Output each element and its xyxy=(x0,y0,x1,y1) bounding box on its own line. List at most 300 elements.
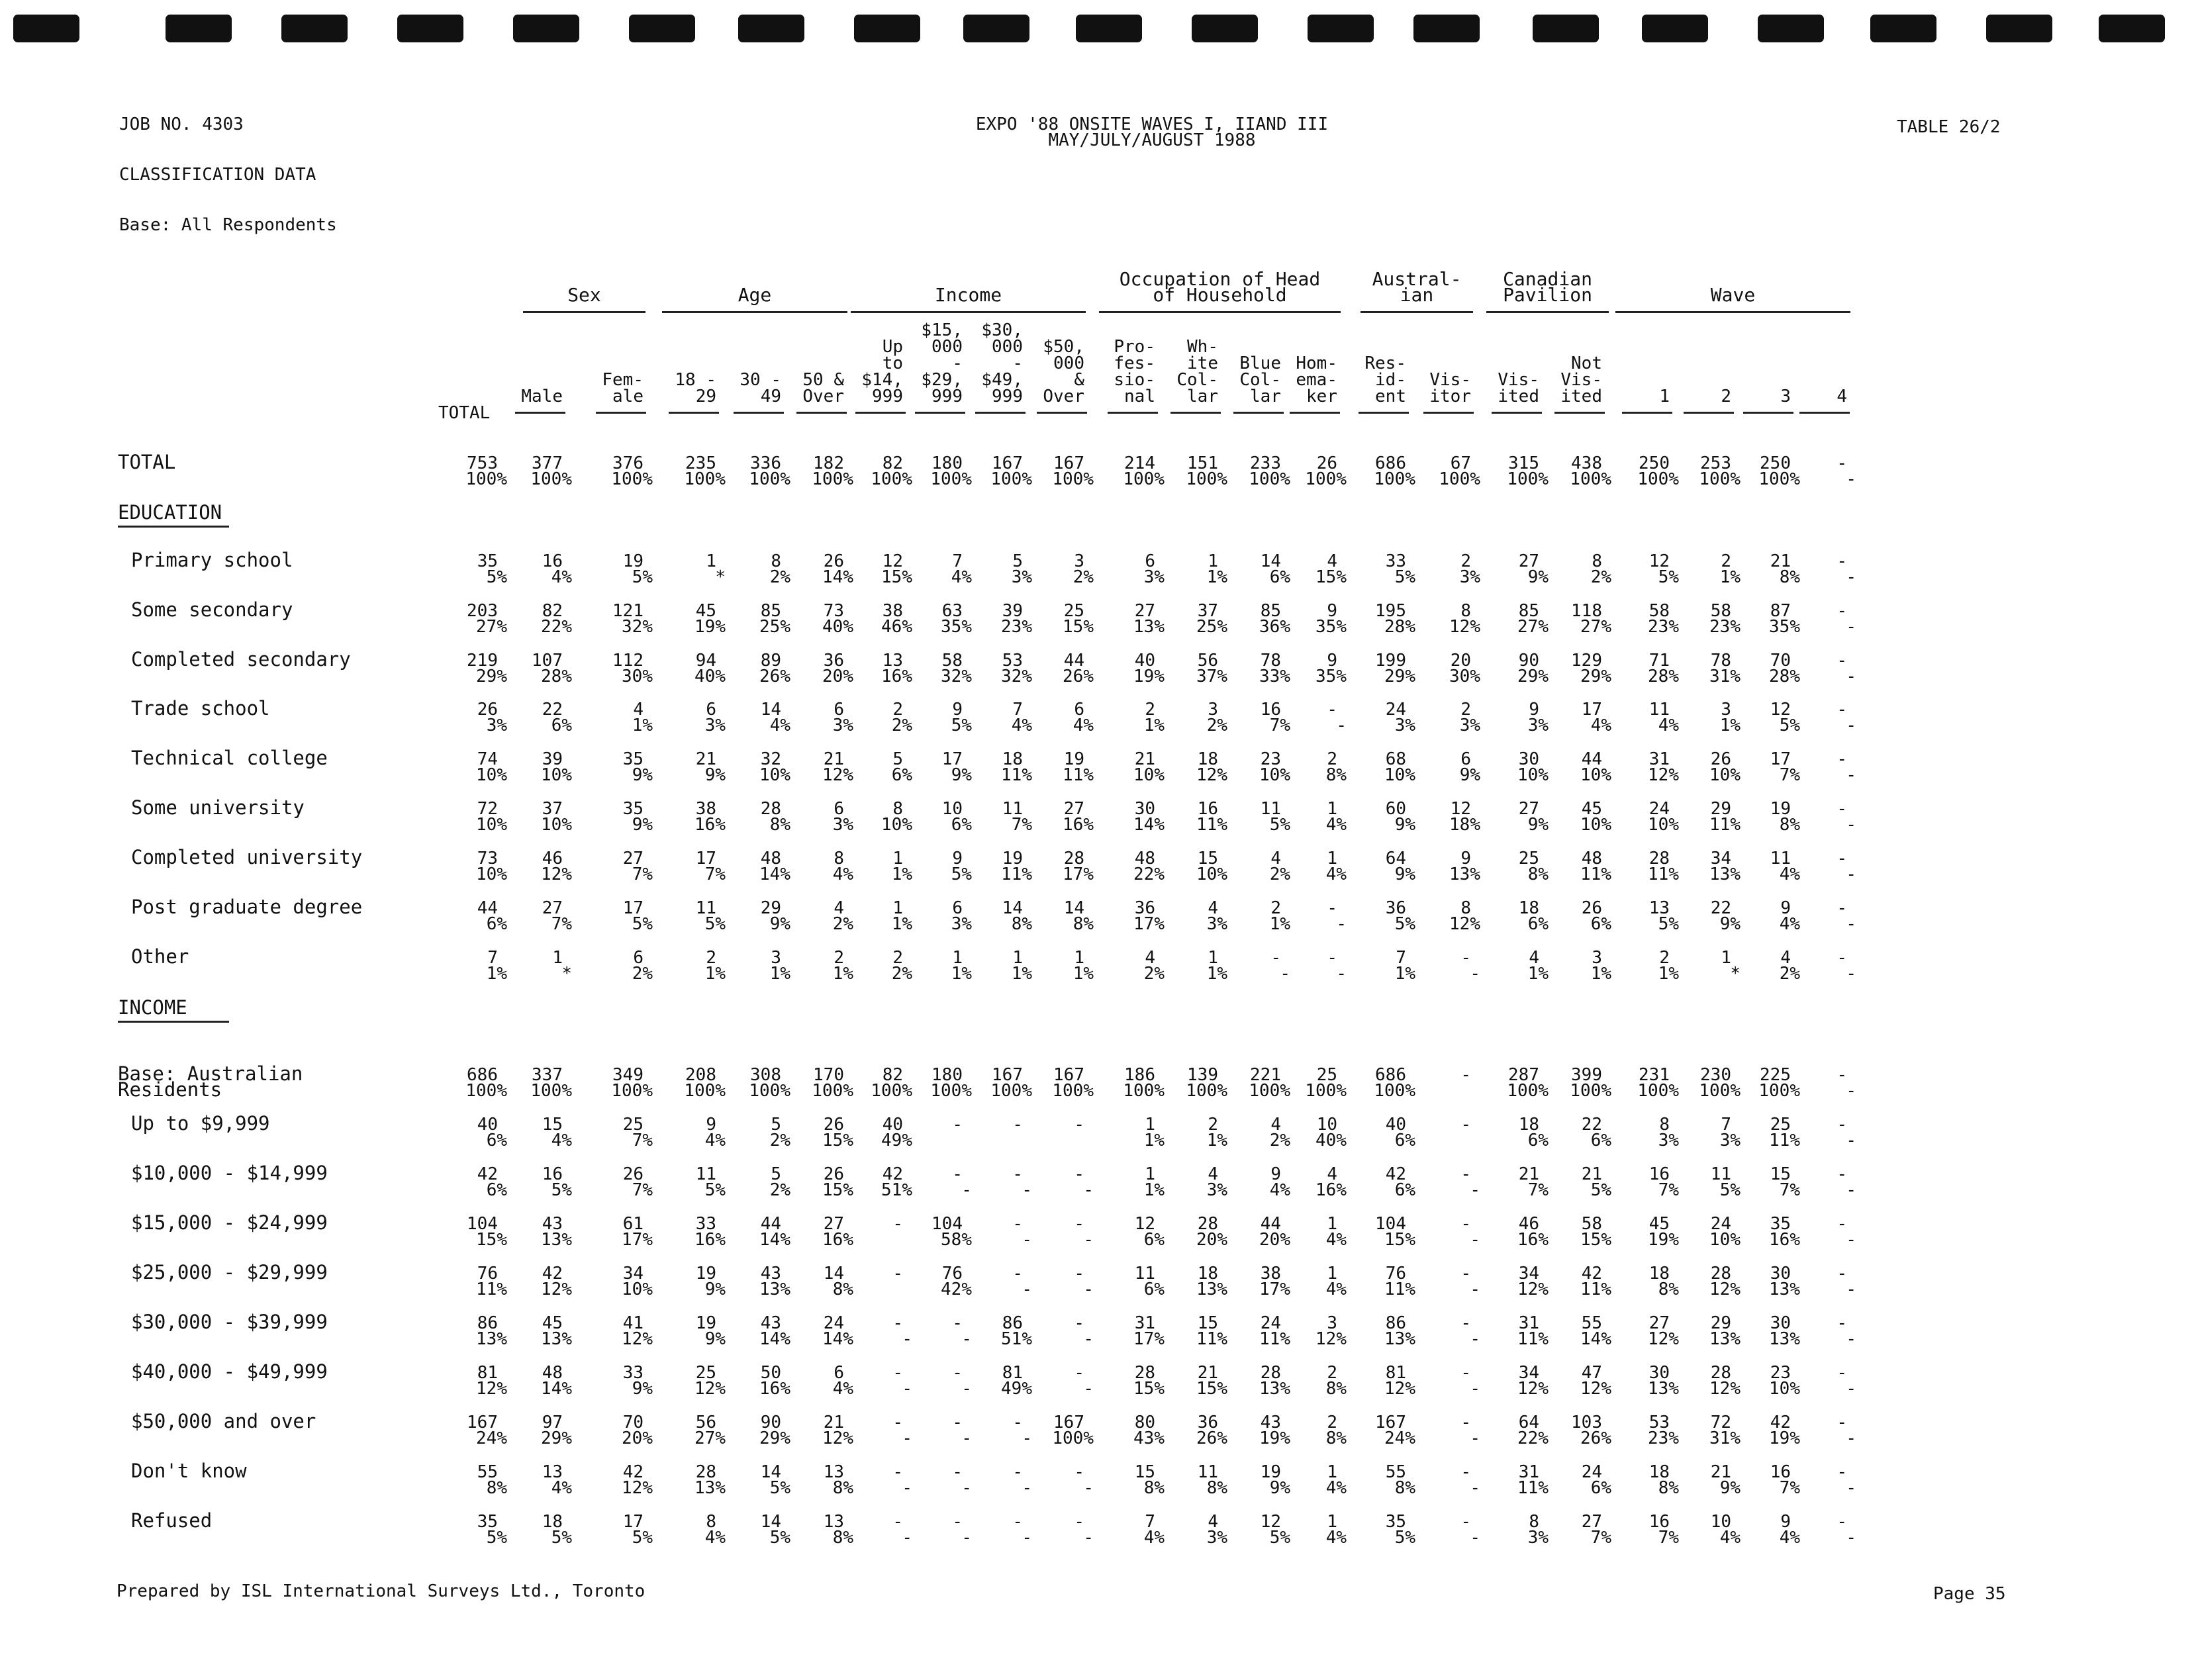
percent-cell: - xyxy=(961,1329,972,1349)
column-header-rule xyxy=(915,412,965,414)
count-cell: 82 xyxy=(542,601,563,621)
percent-cell: 3% xyxy=(832,815,853,835)
percent-cell: 49% xyxy=(1001,1379,1032,1399)
column-header-rule xyxy=(1037,412,1087,414)
percent-cell: 6% xyxy=(486,1180,507,1200)
percent-cell: 24% xyxy=(476,1428,507,1448)
percent-cell: 100% xyxy=(1758,469,1800,489)
count-cell: - xyxy=(892,1512,903,1532)
percent-cell: - xyxy=(1846,765,1856,785)
count-cell: 21 xyxy=(1581,1164,1602,1184)
percent-cell: 58% xyxy=(941,1230,972,1250)
count-cell: 9 xyxy=(1780,898,1791,918)
count-cell: 19 xyxy=(695,1313,716,1333)
count-cell: 56 xyxy=(1197,651,1218,671)
percent-cell: 1% xyxy=(1269,914,1290,934)
percent-cell: 5% xyxy=(769,1478,790,1498)
column-header: Vis- itor xyxy=(1429,370,1471,406)
count-cell: 230 xyxy=(1700,1065,1731,1085)
percent-cell: 100% xyxy=(684,1081,726,1101)
count-cell: 27 xyxy=(542,898,563,918)
percent-cell: 5% xyxy=(1269,815,1290,835)
percent-cell: 100% xyxy=(930,1081,972,1101)
count-cell: 21 xyxy=(1518,1164,1539,1184)
count-cell: 18 xyxy=(1197,749,1218,769)
percent-cell: 3% xyxy=(1527,716,1549,735)
count-cell: 203 xyxy=(467,601,498,621)
count-cell: 1 xyxy=(1145,1115,1155,1135)
percent-cell: 5% xyxy=(551,1528,572,1548)
percent-cell: 30% xyxy=(1449,667,1480,686)
count-cell: 16 xyxy=(542,551,563,571)
percent-cell: 25% xyxy=(1196,617,1227,637)
percent-cell: 8% xyxy=(1325,1379,1347,1399)
column-header: $15, 000 - $29, 999 xyxy=(921,320,963,406)
percent-cell: 2% xyxy=(769,1131,790,1150)
percent-cell: 1% xyxy=(1658,964,1679,984)
count-cell: 4 xyxy=(1145,948,1155,968)
percent-cell: 9% xyxy=(704,1280,726,1299)
percent-cell: - xyxy=(1846,1180,1856,1200)
count-cell: 31 xyxy=(1648,749,1670,769)
percent-cell: - xyxy=(902,1428,912,1448)
count-cell: 11 xyxy=(1710,1164,1731,1184)
section-heading: INCOME xyxy=(118,996,187,1019)
count-cell: 70 xyxy=(1770,651,1791,671)
count-cell: 5 xyxy=(1012,551,1023,571)
punch-hole xyxy=(1308,15,1374,42)
percent-cell: - xyxy=(1846,1329,1856,1349)
percent-cell: - xyxy=(961,1528,972,1548)
percent-cell: - xyxy=(1846,1428,1856,1448)
count-cell: - xyxy=(1837,1164,1847,1184)
count-cell: 85 xyxy=(1260,601,1281,621)
percent-cell: 12% xyxy=(1517,1280,1549,1299)
prepared-by: Prepared by ISL International Surveys Ltd., Toronto xyxy=(117,1581,645,1601)
count-cell: 1 xyxy=(1721,948,1731,968)
count-cell: 139 xyxy=(1187,1065,1218,1085)
count-cell: - xyxy=(952,1462,963,1482)
percent-cell: 4% xyxy=(704,1528,726,1548)
count-cell: 19 xyxy=(1002,849,1023,868)
punch-hole xyxy=(1192,15,1258,42)
percent-cell: 1% xyxy=(1143,716,1165,735)
percent-cell: 5% xyxy=(1658,567,1679,587)
percent-cell: 12% xyxy=(1709,1280,1741,1299)
percent-cell: - xyxy=(1083,1280,1094,1299)
count-cell: 167 xyxy=(1053,1413,1084,1432)
percent-cell: 6% xyxy=(951,815,972,835)
group-header-label: Sex xyxy=(567,284,601,306)
count-cell: 7 xyxy=(487,948,498,968)
count-cell: 21 xyxy=(1710,1462,1731,1482)
count-cell: 17 xyxy=(622,1512,644,1532)
count-cell: - xyxy=(952,1363,963,1383)
percent-cell: 11% xyxy=(1196,1329,1227,1349)
base-note: Base: All Respondents xyxy=(119,215,337,235)
count-cell: 4 xyxy=(1780,948,1791,968)
percent-cell: 8% xyxy=(1011,914,1032,934)
percent-cell: 2% xyxy=(1779,964,1800,984)
percent-cell: - xyxy=(1846,964,1856,984)
percent-cell: 11% xyxy=(1259,1329,1290,1349)
count-cell: 214 xyxy=(1124,453,1155,473)
punch-hole xyxy=(1986,15,2052,42)
percent-cell: 2% xyxy=(1590,567,1611,587)
row-label: Some university xyxy=(131,796,305,819)
percent-cell: 3% xyxy=(1527,1528,1549,1548)
percent-cell: 3% xyxy=(1143,567,1165,587)
count-cell: - xyxy=(1460,1164,1471,1184)
column-header: TOTAL xyxy=(438,403,491,423)
count-cell: - xyxy=(952,1413,963,1432)
percent-cell: 22% xyxy=(541,617,572,637)
punch-hole xyxy=(1533,15,1599,42)
percent-cell: 8% xyxy=(1325,765,1347,785)
count-cell: - xyxy=(1012,1512,1023,1532)
count-cell: 40 xyxy=(1134,651,1155,671)
percent-cell: 7% xyxy=(632,864,653,884)
percent-cell: 6% xyxy=(486,914,507,934)
count-cell: 23 xyxy=(1260,749,1281,769)
percent-cell: 10% xyxy=(1580,765,1611,785)
count-cell: 112 xyxy=(612,651,644,671)
percent-cell: - xyxy=(1083,1379,1094,1399)
percent-cell: 14% xyxy=(1580,1329,1611,1349)
count-cell: 19 xyxy=(695,1264,716,1283)
group-header-rule xyxy=(523,311,645,313)
percent-cell: 11% xyxy=(1709,815,1741,835)
count-cell: 23 xyxy=(1770,1363,1791,1383)
column-header-rule xyxy=(596,412,646,414)
percent-cell: 10% xyxy=(476,765,507,785)
count-cell: 8 xyxy=(1460,898,1471,918)
percent-cell: 16% xyxy=(694,1230,726,1250)
percent-cell: 27% xyxy=(1517,617,1549,637)
percent-cell: 10% xyxy=(1580,815,1611,835)
percent-cell: 29% xyxy=(1517,667,1549,686)
count-cell: 40 xyxy=(477,1115,498,1135)
count-cell: 107 xyxy=(532,651,563,671)
count-cell: - xyxy=(1012,1264,1023,1283)
count-cell: 12 xyxy=(1770,700,1791,720)
count-cell: 167 xyxy=(1375,1413,1406,1432)
count-cell: 1 xyxy=(1327,1214,1337,1234)
percent-cell: 1% xyxy=(1590,964,1611,984)
count-cell: 14 xyxy=(760,700,781,720)
percent-cell: - xyxy=(1336,914,1347,934)
count-cell: 11 xyxy=(1002,799,1023,819)
count-cell: 16 xyxy=(1648,1164,1670,1184)
column-header-rule xyxy=(1743,412,1793,414)
percent-cell: 9% xyxy=(951,765,972,785)
count-cell: 45 xyxy=(695,601,716,621)
count-cell: - xyxy=(1460,1065,1471,1085)
count-cell: 233 xyxy=(1250,453,1281,473)
percent-cell: 26% xyxy=(759,667,790,686)
percent-cell: 3% xyxy=(1394,716,1415,735)
count-cell: 8 xyxy=(1659,1115,1670,1135)
count-cell: 13 xyxy=(882,651,903,671)
survey-title: EXPO '88 ONSITE WAVES I, IIAND III xyxy=(975,115,1329,134)
percent-cell: 12% xyxy=(694,1379,726,1399)
count-cell: 36 xyxy=(823,651,844,671)
percent-cell: 14% xyxy=(1133,815,1165,835)
percent-cell: 7% xyxy=(1590,1528,1611,1548)
count-cell: 26 xyxy=(477,700,498,720)
count-cell: - xyxy=(1837,1462,1847,1482)
percent-cell: 49% xyxy=(881,1131,912,1150)
job-number: JOB NO. 4303 xyxy=(119,115,244,134)
count-cell: 16 xyxy=(1197,799,1218,819)
percent-cell: 10% xyxy=(1769,1379,1800,1399)
percent-cell: 15% xyxy=(1196,1379,1227,1399)
count-cell: 9 xyxy=(952,700,963,720)
count-cell: - xyxy=(1270,948,1281,968)
classification-title: CLASSIFICATION DATA xyxy=(119,165,316,185)
count-cell: - xyxy=(1460,1512,1471,1532)
count-cell: 63 xyxy=(941,601,963,621)
count-cell: 86 xyxy=(1385,1313,1406,1333)
count-cell: - xyxy=(1837,849,1847,868)
percent-cell: 15% xyxy=(1315,567,1347,587)
percent-cell: 9% xyxy=(704,765,726,785)
percent-cell: 7% xyxy=(1779,765,1800,785)
count-cell: 11 xyxy=(695,1164,716,1184)
percent-cell: 7% xyxy=(632,1131,653,1150)
count-cell: 29 xyxy=(760,898,781,918)
count-cell: 15 xyxy=(1197,849,1218,868)
percent-cell: 4% xyxy=(1719,1528,1741,1548)
percent-cell: 14% xyxy=(822,567,853,587)
percent-cell: 35% xyxy=(1769,617,1800,637)
row-label: Base: Australian Residents xyxy=(118,1062,303,1101)
percent-cell: 16% xyxy=(1769,1230,1800,1250)
row-label: Primary school xyxy=(131,549,293,571)
percent-cell: 1% xyxy=(1011,964,1032,984)
percent-cell: 10% xyxy=(1259,765,1290,785)
punch-hole xyxy=(738,15,804,42)
count-cell: 6 xyxy=(1074,700,1084,720)
percent-cell: - xyxy=(902,1478,912,1498)
count-cell: 28 xyxy=(1197,1214,1218,1234)
count-cell: - xyxy=(1012,1214,1023,1234)
percent-cell: 100% xyxy=(1305,1081,1347,1101)
percent-cell: 12% xyxy=(1449,914,1480,934)
percent-cell: 1% xyxy=(1073,964,1094,984)
percent-cell: 12% xyxy=(1580,1379,1611,1399)
percent-cell: 11% xyxy=(1517,1329,1549,1349)
percent-cell: 2% xyxy=(891,716,912,735)
percent-cell: 100% xyxy=(1123,1081,1165,1101)
percent-cell: - xyxy=(1022,1180,1032,1200)
percent-cell: - xyxy=(1022,1528,1032,1548)
percent-cell: 12% xyxy=(541,864,572,884)
count-cell: - xyxy=(1837,1115,1847,1135)
column-header: Hom- ema- ker xyxy=(1296,353,1337,406)
count-cell: 34 xyxy=(622,1264,644,1283)
section-heading-rule xyxy=(118,1021,229,1023)
column-header-rule xyxy=(1554,412,1605,414)
percent-cell: 17% xyxy=(1259,1280,1290,1299)
percent-cell: 22% xyxy=(1133,864,1165,884)
count-cell: - xyxy=(1837,948,1847,968)
percent-cell: - xyxy=(1470,1180,1480,1200)
percent-cell: - xyxy=(1470,1428,1480,1448)
count-cell: 2 xyxy=(1659,948,1670,968)
percent-cell: 2% xyxy=(891,964,912,984)
count-cell: - xyxy=(952,1512,963,1532)
count-cell: 9 xyxy=(1780,1512,1791,1532)
count-cell: 18 xyxy=(542,1512,563,1532)
percent-cell: 4% xyxy=(1779,1528,1800,1548)
percent-cell: 5% xyxy=(951,716,972,735)
count-cell: - xyxy=(1012,1413,1023,1432)
percent-cell: - xyxy=(961,1379,972,1399)
count-cell: 170 xyxy=(813,1065,844,1085)
count-cell: 44 xyxy=(1063,651,1084,671)
count-cell: 5 xyxy=(771,1115,781,1135)
count-cell: 195 xyxy=(1375,601,1406,621)
percent-cell: 5% xyxy=(1394,567,1415,587)
count-cell: 129 xyxy=(1571,651,1602,671)
count-cell: - xyxy=(952,1164,963,1184)
percent-cell: 10% xyxy=(622,1280,653,1299)
count-cell: 85 xyxy=(760,601,781,621)
count-cell: 753 xyxy=(467,453,498,473)
count-cell: 250 xyxy=(1760,453,1791,473)
percent-cell: 35% xyxy=(941,617,972,637)
percent-cell: 6% xyxy=(891,765,912,785)
percent-cell: 15% xyxy=(1384,1230,1415,1250)
count-cell: 53 xyxy=(1648,1413,1670,1432)
count-cell: 7 xyxy=(1396,948,1406,968)
column-header-rule xyxy=(1492,412,1542,414)
count-cell: 27 xyxy=(1518,551,1539,571)
count-cell: 30 xyxy=(1134,799,1155,819)
percent-cell: 8% xyxy=(1779,567,1800,587)
count-cell: 6 xyxy=(834,700,844,720)
count-cell: 336 xyxy=(750,453,781,473)
count-cell: 25 xyxy=(1770,1115,1791,1135)
group-header-label: Occupation of Head of Household xyxy=(1119,268,1321,306)
percent-cell: 15% xyxy=(1133,1379,1165,1399)
percent-cell: 100% xyxy=(871,1081,912,1101)
count-cell: 28 xyxy=(1134,1363,1155,1383)
count-cell: - xyxy=(1460,1413,1471,1432)
percent-cell: 20% xyxy=(822,667,853,686)
percent-cell: 9% xyxy=(1719,914,1741,934)
percent-cell: 12% xyxy=(541,1280,572,1299)
percent-cell: 5% xyxy=(1269,1528,1290,1548)
count-cell: 337 xyxy=(532,1065,563,1085)
count-cell: 2 xyxy=(892,700,903,720)
percent-cell: 100% xyxy=(611,1081,653,1101)
percent-cell: - xyxy=(1846,1131,1856,1150)
group-header-rule xyxy=(851,311,1086,313)
count-cell: 438 xyxy=(1571,453,1602,473)
count-cell: 31 xyxy=(1518,1313,1539,1333)
percent-cell: 12% xyxy=(1517,1379,1549,1399)
count-cell: 21 xyxy=(695,749,716,769)
column-header: $50, 000 & Over xyxy=(1043,337,1084,406)
count-cell: 61 xyxy=(622,1214,644,1234)
count-cell: - xyxy=(1837,1264,1847,1283)
percent-cell: 5% xyxy=(1590,1180,1611,1200)
count-cell: 76 xyxy=(941,1264,963,1283)
count-cell: 28 xyxy=(1648,849,1670,868)
count-cell: - xyxy=(1837,601,1847,621)
count-cell: 19 xyxy=(1770,799,1791,819)
percent-cell: 12% xyxy=(1709,1379,1741,1399)
count-cell: 44 xyxy=(760,1214,781,1234)
percent-cell: 42% xyxy=(941,1280,972,1299)
percent-cell: 4% xyxy=(1269,1180,1290,1200)
percent-cell: 13% xyxy=(1709,864,1741,884)
percent-cell: 6% xyxy=(1394,1180,1415,1200)
count-cell: 8 xyxy=(892,799,903,819)
percent-cell: 4% xyxy=(1325,864,1347,884)
count-cell: 1 xyxy=(1327,1264,1337,1283)
punch-hole xyxy=(2099,15,2165,42)
count-cell: 6 xyxy=(1145,551,1155,571)
count-cell: 42 xyxy=(542,1264,563,1283)
count-cell: 97 xyxy=(542,1413,563,1432)
count-cell: 89 xyxy=(760,651,781,671)
count-cell: 26 xyxy=(823,551,844,571)
percent-cell: 4% xyxy=(551,1131,572,1150)
percent-cell: - xyxy=(1022,1230,1032,1250)
punch-hole xyxy=(854,15,920,42)
count-cell: - xyxy=(1837,1413,1847,1432)
count-cell: 4 xyxy=(1208,1164,1218,1184)
percent-cell: 40% xyxy=(822,617,853,637)
count-cell: 1 xyxy=(1327,1462,1337,1482)
percent-cell: 14% xyxy=(759,1230,790,1250)
count-cell: 42 xyxy=(622,1462,644,1482)
percent-cell: 1% xyxy=(951,964,972,984)
count-cell: 182 xyxy=(813,453,844,473)
count-cell: 11 xyxy=(1770,849,1791,868)
count-cell: 15 xyxy=(1134,1462,1155,1482)
row-label: Trade school xyxy=(131,697,270,720)
percent-cell: - xyxy=(1470,1379,1480,1399)
count-cell: 376 xyxy=(612,453,644,473)
column-header: 50 & Over xyxy=(802,370,844,406)
count-cell: 64 xyxy=(1385,849,1406,868)
count-cell: 81 xyxy=(1385,1363,1406,1383)
percent-cell: 40% xyxy=(1315,1131,1347,1150)
row-label: $15,000 - $24,999 xyxy=(131,1211,328,1234)
row-label: Completed university xyxy=(131,846,363,868)
count-cell: 82 xyxy=(882,453,903,473)
count-cell: 6 xyxy=(1460,749,1471,769)
count-cell: 17 xyxy=(622,898,644,918)
count-cell: 2 xyxy=(1460,551,1471,571)
percent-cell: - xyxy=(1083,1478,1094,1498)
percent-cell: 23% xyxy=(1648,617,1679,637)
percent-cell: 4% xyxy=(1325,815,1347,835)
percent-cell: - xyxy=(1470,1329,1480,1349)
count-cell: 19 xyxy=(1260,1462,1281,1482)
row-label: $10,000 - $14,999 xyxy=(131,1162,328,1184)
percent-cell: 6% xyxy=(1143,1280,1165,1299)
percent-cell: 1% xyxy=(1394,964,1415,984)
percent-cell: 100% xyxy=(1637,1081,1679,1101)
count-cell: 53 xyxy=(1002,651,1023,671)
percent-cell: 100% xyxy=(1699,1081,1741,1101)
percent-cell: - xyxy=(1846,617,1856,637)
